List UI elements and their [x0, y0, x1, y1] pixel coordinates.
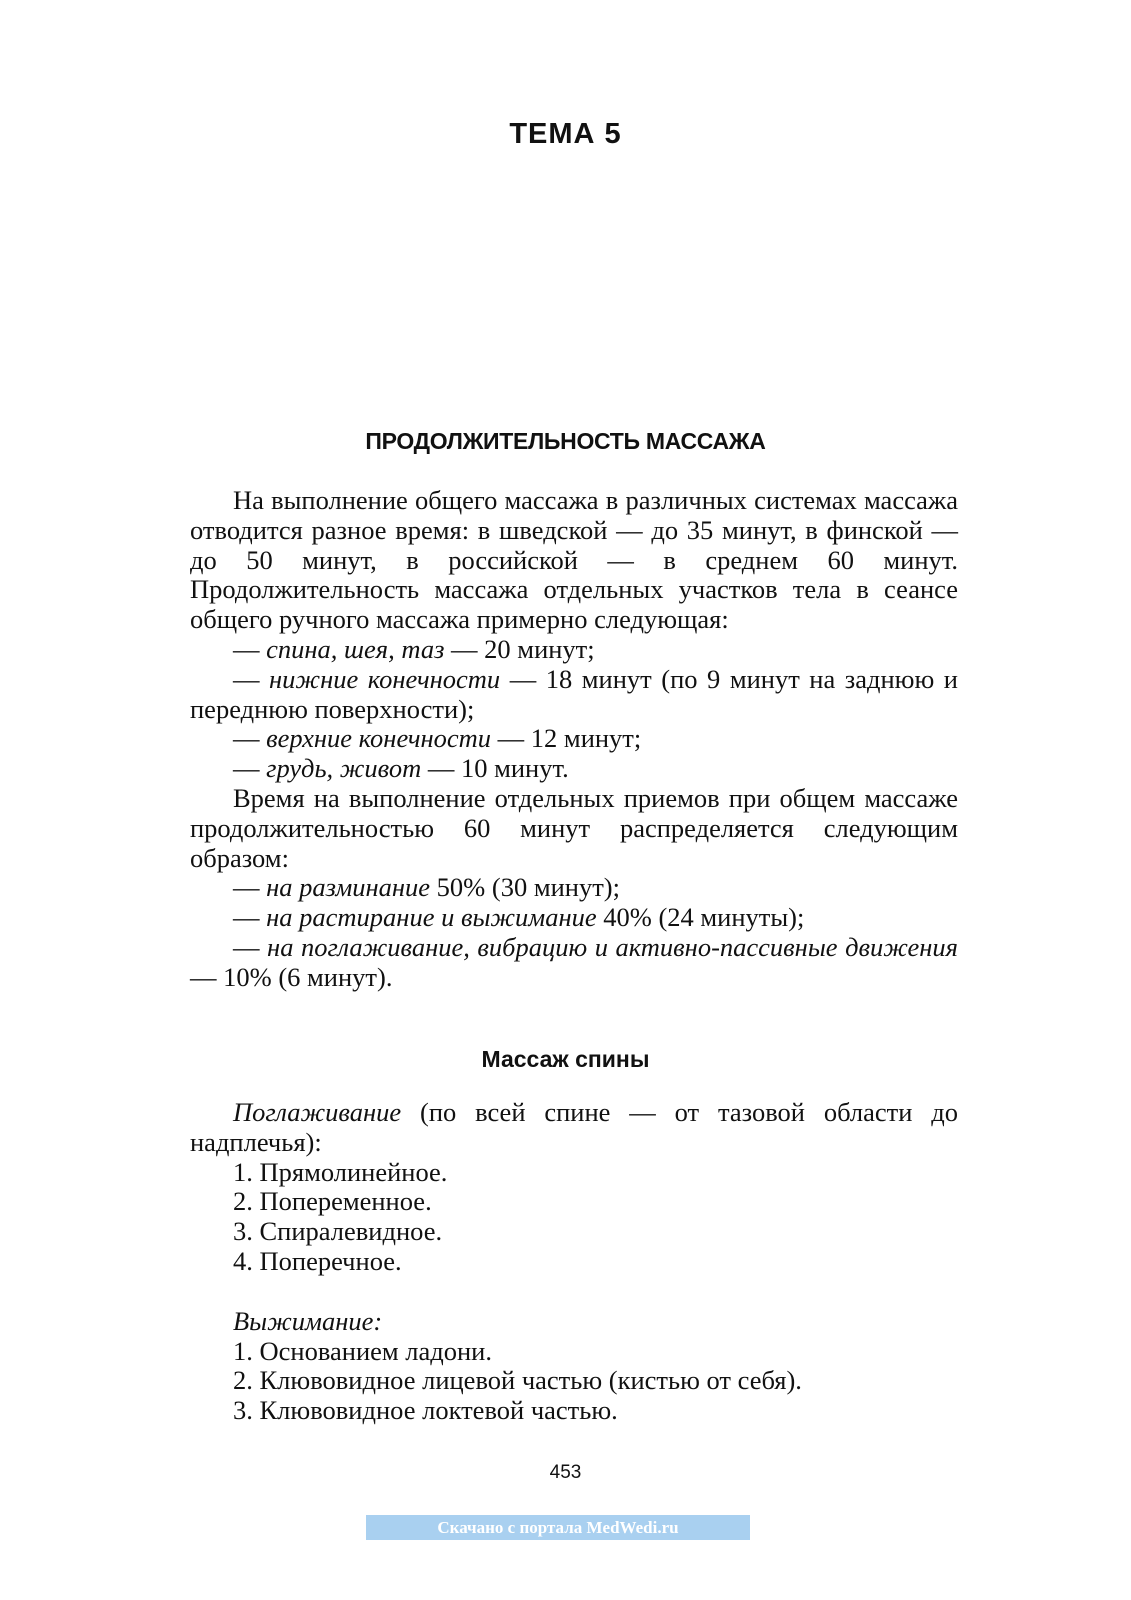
list-item-value: — 12 минут;: [491, 723, 642, 754]
download-banner: Скачано с портала MedWedi.ru: [366, 1515, 750, 1540]
text-block-duration: [190, 486, 958, 993]
list-item: 4. Поперечное.: [233, 1245, 402, 1276]
list-item: 2. Клювовидное лицевой частью (кистью от себя).: [233, 1365, 802, 1396]
dash: —: [233, 663, 270, 694]
stroking-description: (по всей спине — от тазовой области до надплечья):: [190, 1097, 958, 1157]
list-item-term: спина, шея, таз: [266, 633, 445, 664]
list-item: 1. Прямолинейное.: [233, 1156, 448, 1187]
squeezing-list: [190, 1337, 958, 1426]
spacer: [190, 1277, 958, 1307]
stroking-list: [190, 1158, 958, 1277]
stroking-paragraph: [190, 1098, 958, 1158]
list-item: [190, 903, 958, 933]
list-item-term: на разминание: [266, 872, 431, 903]
list-item-term: верхние конечности: [266, 723, 492, 754]
dash: —: [233, 872, 267, 903]
list-item-value: — 10% (6 минут).: [190, 961, 393, 992]
list-item: 2. Попеременное.: [233, 1186, 432, 1217]
list-item-value: — 10 минут.: [421, 753, 569, 784]
text-block-back-massage: [190, 1098, 958, 1426]
list-item-value: — 20 минут;: [444, 633, 595, 664]
list-item-value: — 18 минут (по 9 минут на заднюю и переднюю поверхности);: [190, 663, 958, 724]
list-item-term: на растирание и выжимание: [266, 902, 597, 933]
list-item: [190, 724, 958, 754]
squeezing-paragraph: [190, 1307, 958, 1337]
list-item: [190, 635, 958, 665]
list-item-term: грудь, живот: [266, 753, 422, 784]
list-item: [190, 665, 958, 725]
section-title: ПРОДОЛЖИТЕЛЬНОСТЬ МАССАЖА: [365, 428, 766, 454]
list-item-value: 50% (30 минут);: [430, 872, 620, 903]
list-item: [190, 754, 958, 784]
time-paragraph: Время на выполнение отдельных приемов при общем массаже продолжительностью 60 минут распределяется следующим образом:: [190, 782, 958, 873]
dash: —: [233, 633, 267, 664]
list-item-value: 40% (24 минуты);: [596, 902, 805, 933]
list-item-term: нижние конечности: [269, 663, 501, 694]
chapter-heading: ТЕМА 5: [509, 118, 622, 150]
squeezing-term: Выжимание:: [233, 1305, 383, 1336]
list-item: 3. Спиралевидное.: [233, 1216, 443, 1247]
dash: —: [233, 753, 267, 784]
dash: —: [233, 931, 268, 962]
list-item-term: на поглаживание, вибрацию и активно-пассивные движения: [267, 931, 959, 962]
dash: —: [233, 902, 267, 933]
stroking-term: Поглаживание: [233, 1097, 402, 1127]
list-item: 3. Клювовидное локтевой частью.: [233, 1395, 618, 1426]
page-number: 453: [549, 1462, 582, 1483]
list-item: 1. Основанием ладони.: [233, 1335, 492, 1366]
dash: —: [233, 723, 267, 754]
subsection-title: Массаж спины: [481, 1046, 650, 1072]
list-item: [190, 873, 958, 903]
intro-paragraph: На выполнение общего массажа в различных системах массажа отводится разное время: в шведской — до 35 минут, в финской — до 50 минут, в российской — в среднем 60 минут. Продолжительность массажа отдельных участков тела в сеансе общего ручного массажа примерно следующая:: [190, 485, 958, 635]
list-item: [190, 933, 958, 993]
